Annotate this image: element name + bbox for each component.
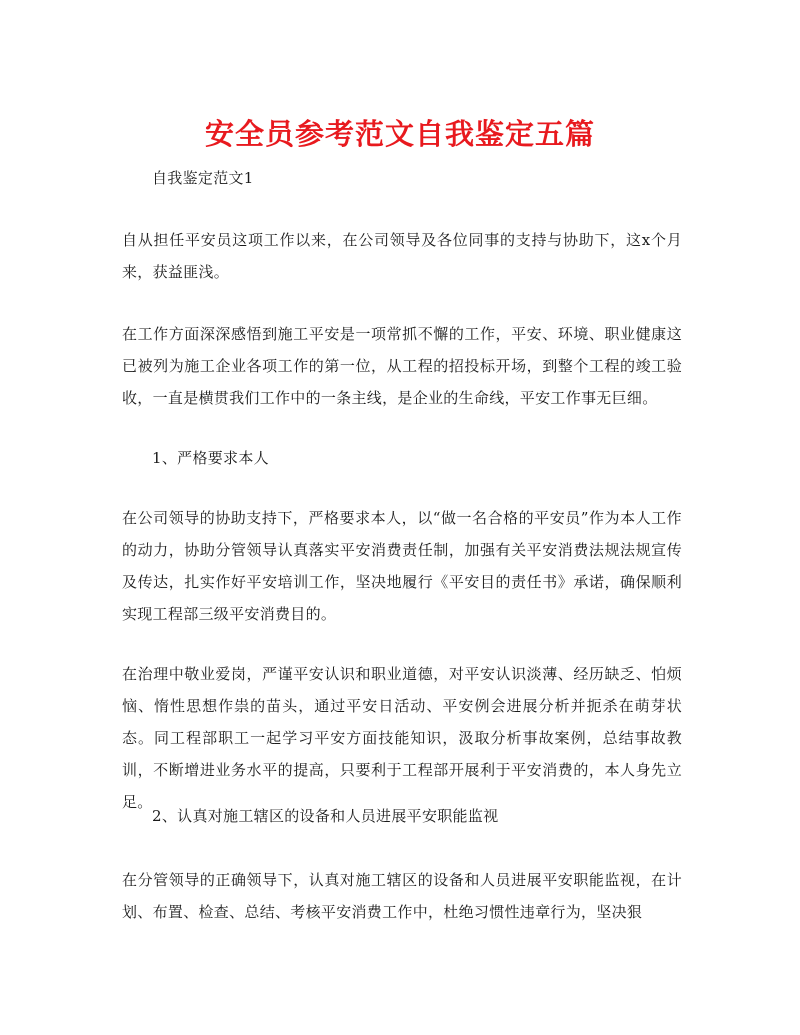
paragraph-supervision: 在分管领导的正确领导下，认真对施工辖区的设备和人员进展平安职能监视，在计划、布置、检查、总结、考核平安消费工作中，杜绝习惯性违章行为，坚决狠 [122, 871, 682, 921]
section-heading-1: 1、严格要求本人 [152, 449, 269, 467]
document-title: 安全员参考范文自我鉴定五篇 [204, 117, 595, 151]
paragraph-requirements: 在公司领导的协助支持下，严格要求本人，以“做一名合格的平安员”作为本人工作的动力，协助分管领导认真落实平安消费责任制，加强有关平安消费法规法规宣传及传达，扎实作好平安培训工作，坚决地履行《平安目的责任书》承诺，确保顺利实现工程部三级平安消费目的。 [122, 509, 682, 623]
paragraph-work: 在工作方面深深感悟到施工平安是一项常抓不懈的工作，平安、环境、职业健康这已被列为施工企业各项工作的第一位，从工程的招投标开场，到整个工程的竣工验收，一直是横贯我们工作中的一条主线，是企业的生命线，平安工作事无巨细。 [122, 325, 682, 407]
paragraph-intro: 自从担任平安员这项工作以来，在公司领导及各位同事的支持与协助下，这x个月来，获益匪浅。 [122, 231, 682, 281]
section-subtitle: 自我鉴定范文1 [152, 169, 254, 187]
paragraph-management: 在治理中敬业爱岗，严谨平安认识和职业道德，对平安认识淡薄、经历缺乏、怕烦恼、惰性思想作祟的苗头，通过平安日活动、平安例会进展分析并扼杀在萌芽状态。同工程部职工一起学习平安方面技能知识，汲取分析事故案例，总结事故教训，不断增进业务水平的提高，只要利于工程部开展利于平安消费的，本人身先立足。 [122, 665, 682, 811]
section-heading-2: 2、认真对施工辖区的设备和人员进展平安职能监视 [152, 807, 499, 825]
